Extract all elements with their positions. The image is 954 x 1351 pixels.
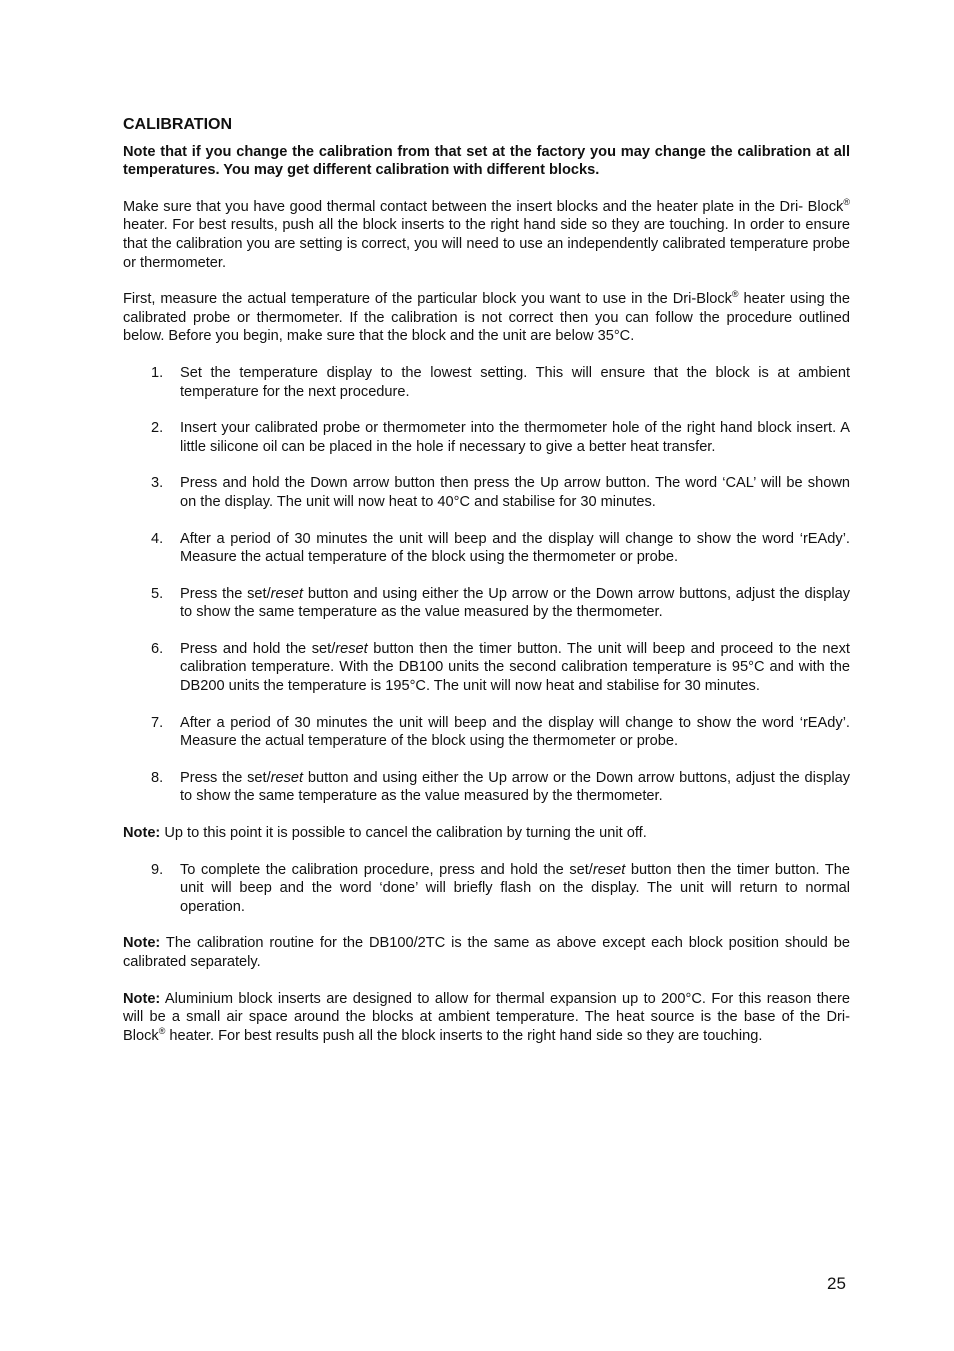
note-cancel: Note: Up to this point it is possible to cancel the calibration by turning the unit off. — [123, 825, 647, 842]
registered-mark: ® — [731, 289, 739, 300]
registered-mark: ® — [158, 1025, 166, 1036]
step-5: 5. Press the set/reset button and using either the Up arrow or the Down arrow buttons, adjust the display to show the same temperature as the value measured by the thermometer. — [151, 585, 850, 621]
step-8: 8. Press the set/reset button and using either the Up arrow or the Down arrow buttons, adjust the display to show the same temperature as the value measured by the thermometer. — [151, 769, 850, 805]
section-heading: CALIBRATION — [123, 116, 233, 133]
step-2: 2. Insert your calibrated probe or thermometer into the thermometer hole of the right hand block insert. A little silicone oil can be placed in the hole if necessary to give a better heat transfer. — [151, 420, 850, 455]
step-3: 3. Press and hold the Down arrow button then press the Up arrow button. The word ‘CAL’ will be shown on the display. The unit will now heat to 40°C and stabilise for 30 minutes. — [151, 475, 850, 510]
page-number: 25 — [827, 1274, 846, 1293]
registered-mark: ® — [843, 196, 850, 207]
step-4: 4. After a period of 30 minutes the unit will beep and the display will change to show the word ‘rEAdy’. Measure the actual temperature of the block using the thermometer or probe. — [151, 530, 850, 566]
calibration-steps — [123, 364, 850, 806]
paragraph-measure-first: First, measure the actual temperature of the particular block you want to use in the Dri-Block® heater using the calibrated probe or thermometer. If the calibration is not correct then you can follow the procedure outlined below. Before you begin, make sure that the block and the unit are below 35°C. — [123, 289, 850, 345]
note-aluminium: Note: Aluminium block inserts are designed to allow for thermal expansion up to 200°C. For this reason there will be a small air space around the blocks at ambient temperature. The heat source is the base of the Dri- Block® heater. For best results push all the block inserts to the right hand side so they are touching. — [123, 990, 850, 1044]
step-9: 9. To complete the calibration procedure, press and hold the set/reset button then the timer button. The unit will beep and the word ‘done’ will briefly flash on the display. The unit will return to normal operation. — [151, 861, 850, 915]
calibration-steps-final — [123, 861, 850, 917]
intro-note: Note that if you change the calibration from that set at the factory you may change the calibration at all temperatures. You may get different calibration with different blocks. — [123, 143, 850, 179]
step-7: 7. After a period of 30 minutes the unit will beep and the display will change to show the word ‘rEAdy’. Measure the actual temperature of the block using the thermometer or probe. — [151, 714, 850, 750]
document-page — [123, 116, 850, 1045]
step-1: 1. Set the temperature display to the lowest setting. This will ensure that the block is at ambient temperature for the next procedure. — [151, 364, 850, 400]
note-db100-2tc: Note: The calibration routine for the DB100/2TC is the same as above except each block position should be calibrated separately. — [123, 935, 850, 970]
paragraph-thermal-contact: Make sure that you have good thermal contact between the insert blocks and the heater plate in the Dri- Block® heater. For best results, push all the block inserts to the right hand side so they are touching. In order to ensure that the calibration you are setting is correct, you will need to use an independently calibrated temperature probe or thermometer. — [123, 196, 850, 271]
step-6: 6. Press and hold the set/reset button then the timer button. The unit will beep and proceed to the next calibration temperature. With the DB100 units the second calibration temperature is 95°C and with the DB200 units the temperature is 195°C. The unit will now heat and stabilise for 30 minutes. — [151, 640, 850, 695]
